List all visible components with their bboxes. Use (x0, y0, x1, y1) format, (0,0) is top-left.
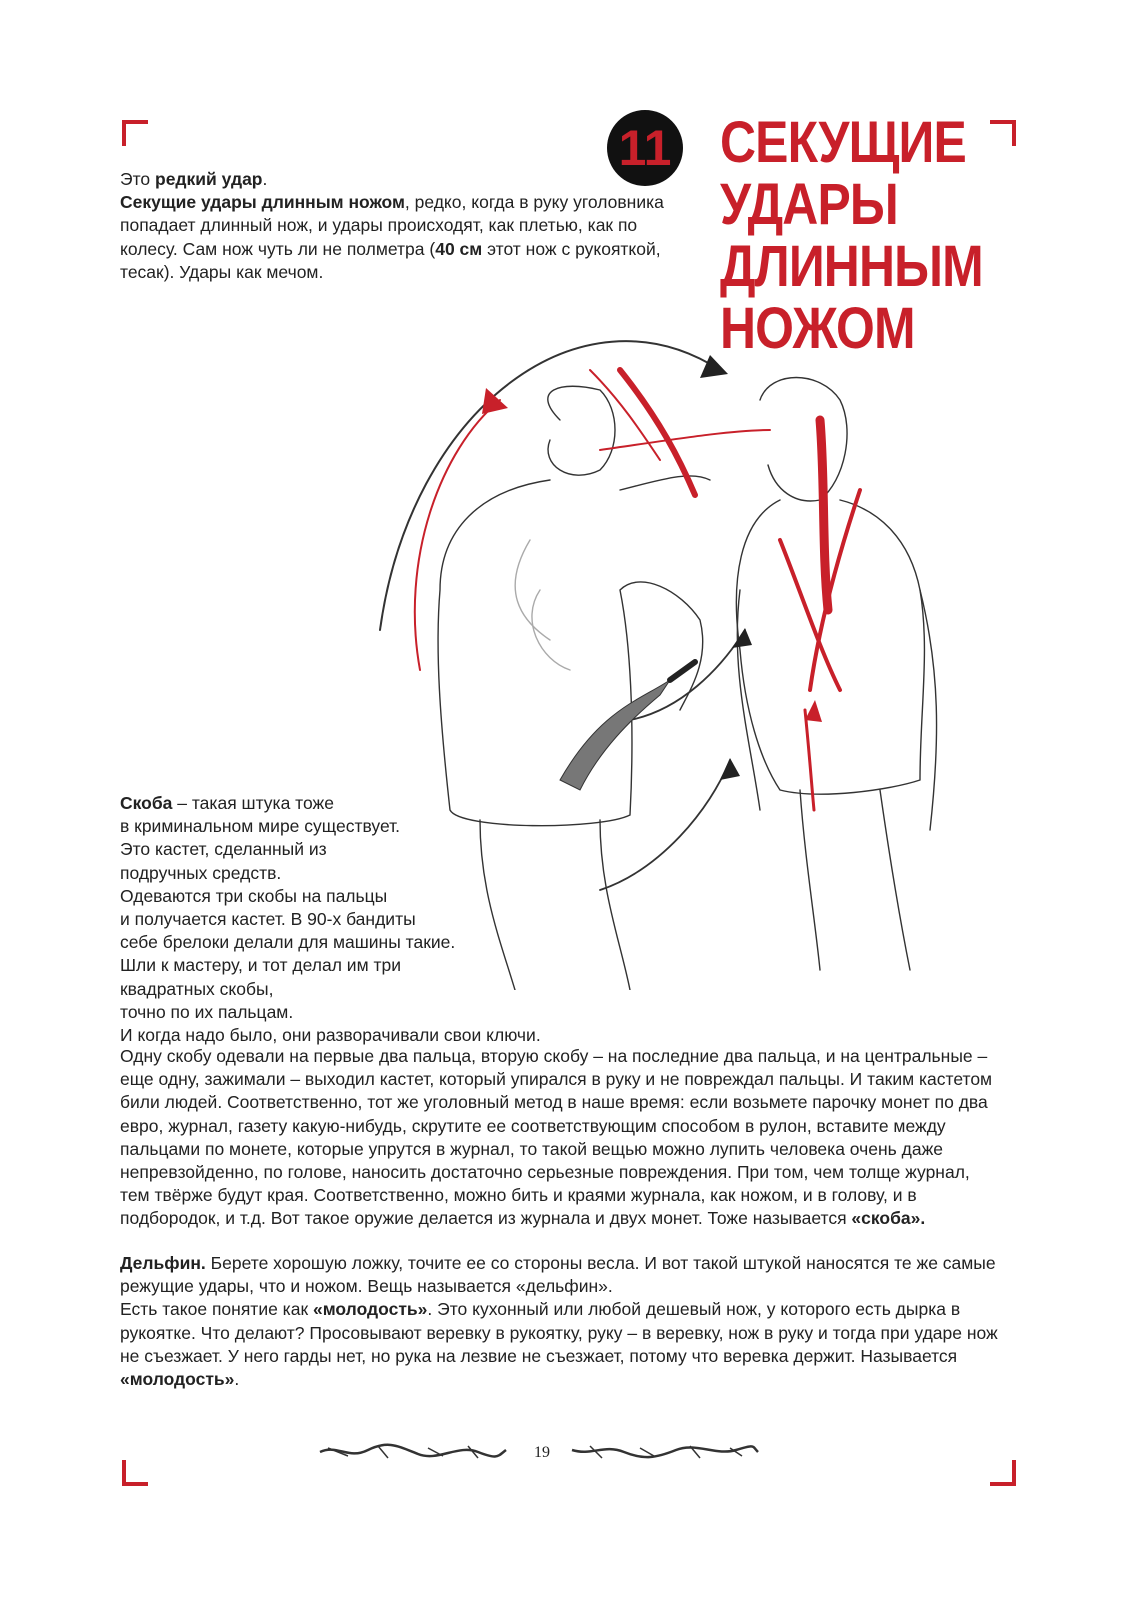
corner-mark-bottom-left (122, 1460, 148, 1486)
intro-bold: редкий удар (155, 169, 263, 189)
delfin-paragraph (120, 1252, 1000, 1391)
intro-text: Это (120, 169, 155, 189)
title-line: СЕКУЩИЕ (720, 110, 966, 175)
scoba-continuation-paragraph (120, 1045, 1000, 1231)
delfin-text: Берете хорошую ложку, точите ее со стороны весла. И вот такой штукой наносятся те же самые режущие удары, что и ножом. Вещь называется «дельфин». (120, 1253, 996, 1297)
intro-text: , редко, когда в руку уголовника попадает длинный нож, и удары происходят, как плетью, как по колесу. Сам нож чуть ли не полметра ( (120, 192, 664, 259)
intro-bold: Секущие удары длинным ножом (120, 192, 405, 213)
scoba-line: в криминальном мире существует. (120, 816, 401, 837)
scoba-line: себе брелоки делали для машины такие. (120, 932, 456, 953)
scoba-line: Это кастет, сделанный из (120, 839, 327, 860)
scoba-continuation-text: Одну скобу одевали на первые два пальца, вторую скобу – на последние два пальца, и на центральные – еще одну, зажимали – выходил кастет, который упирался в руку и не повреждал пальцы. И таким кастетом били людей. Соответственно, тот же уголовный метод в наше время: если возьмете парочку монет по два евро, журнал, газету какую-нибудь, скрутите ее соответствующим способом в рулон, вставите между пальцами по монете, которые упрутся в журнал, то такой вещью можно лупить человека очень даже непревзойденно, по голове, наносить достаточно серьезные повреждения. При том, чем толще журнал, тем твёрже будут края. Соответственно, можно бить и краями журнала, как ножом, и в голову, и в подбородок, и т.д. Вот такое оружие делается из журнала и двух монет. Тоже называется (120, 1046, 993, 1229)
corner-mark-top-right (990, 120, 1016, 146)
intro-text: этот нож с рукояткой, тесак). Удары как мечом. (120, 238, 661, 282)
scoba-line: квадратных скобы, (120, 978, 274, 999)
molodost-term: «молодость» (120, 1369, 235, 1390)
molodost-term: «молодость» (312, 1299, 428, 1320)
chapter-number-badge: 11 (607, 110, 683, 186)
molodost-text: Есть такое понятие как (120, 1299, 313, 1320)
scoba-line: и получается кастет. В 90-х бандиты (120, 909, 416, 930)
scoba-line: подручных средств. (120, 862, 282, 883)
title-line: ДЛИННЫМ (720, 234, 983, 299)
scoba-line: точно по их пальцам. (120, 1001, 294, 1022)
footer-scribble-right (570, 1438, 760, 1466)
scoba-line: Шли к мастеру, и тот делал им три (120, 955, 401, 976)
scoba-line: Одеваются три скобы на пальцы (120, 885, 388, 906)
page-number: 19 (534, 1444, 550, 1461)
scoba-continuation-bold: «скоба». (851, 1208, 926, 1229)
corner-mark-top-left (122, 120, 148, 146)
molodost-text: . (234, 1369, 240, 1390)
intro-bold: 40 см (435, 238, 483, 259)
intro-paragraph (120, 168, 680, 284)
title-line: УДАРЫ (720, 172, 898, 237)
scoba-paragraph (120, 792, 560, 1047)
intro-text: . (262, 169, 268, 189)
footer-scribble-left (318, 1438, 508, 1466)
delfin-term: Дельфин. (120, 1253, 206, 1273)
scoba-line: И когда надо было, они разворачивали свои ключи. (120, 1025, 541, 1046)
scoba-term: Скоба (120, 793, 173, 813)
scoba-line: – такая штука тоже (172, 793, 334, 813)
molodost-text: . Это кухонный или любой дешевый нож, у которого есть дырка в рукоятке. Что делают? Просовывают веревку в рукоятку, руку – в веревку, нож в руку и тогда при ударе нож не съезжает. У него гарды нет, но рука на лезвие не съезжает, потому что веревка держит. Называется (120, 1299, 998, 1366)
title-line: НОЖОМ (720, 296, 915, 361)
corner-mark-bottom-right (990, 1460, 1016, 1486)
